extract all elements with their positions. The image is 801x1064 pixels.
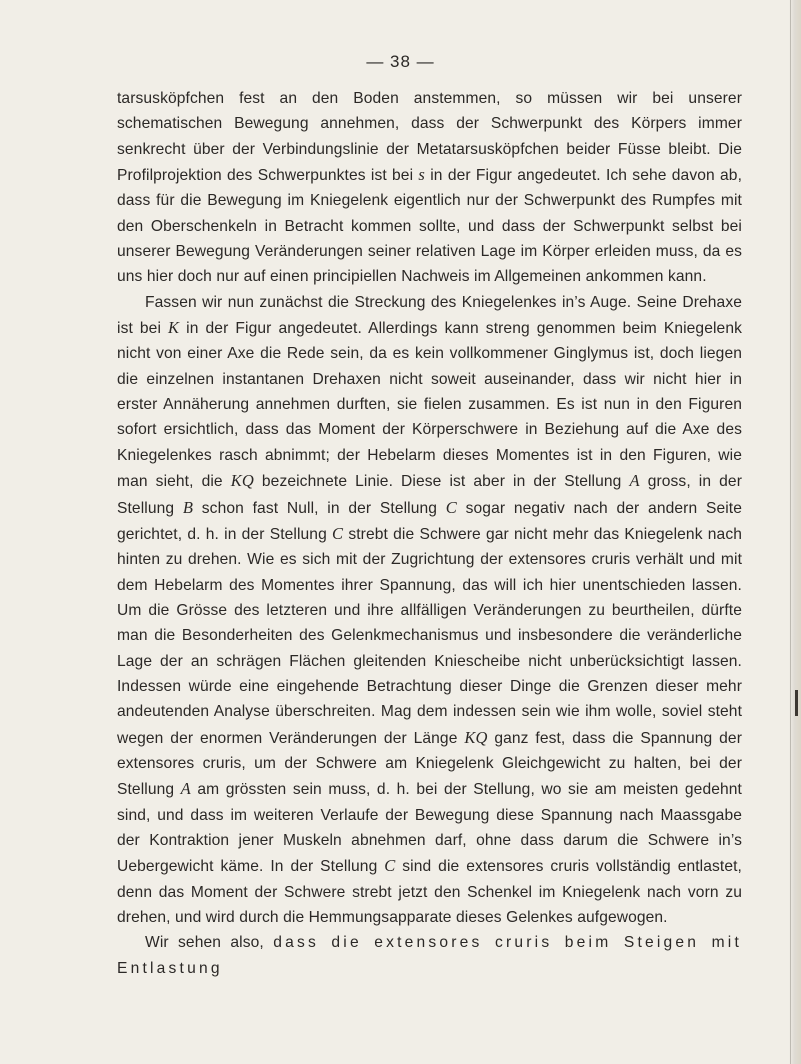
- math-symbol: A: [629, 471, 640, 491]
- body-text: [117, 86, 742, 981]
- math-symbol: K: [168, 318, 180, 338]
- text-run: Fassen wir nun zunächst die Streckung des Kniegelenkes in’s Auge. Seine Drehaxe ist bei: [117, 293, 742, 338]
- text-run: tarsusköpfchen fest an den Boden anstemmen, so müssen wir bei unserer schematischen Bewegung annehmen, dass der Schwerpunkt des Körpers immer senkrecht über der Verbindungslinie der Metatarsusköpfchen beider Füsse bleibt. Die Profilprojektion des Schwerpunktes ist bei: [117, 90, 742, 185]
- text-run: in der Figur angedeutet. Ich sehe davon ab, dass für die Bewegung im Kniegelenk eigentlich nur der Schwerpunkt des Rumpfes mit den Oberschenkeln in Betracht kommen sollte, und dass der Schwerpunkt selbst bei unserer Bewegung Veränderungen seiner relativen Lage im Körper erleiden muss, da es uns hier doch nur auf einen principiellen Nachweis im Allgemeinen ankommen kann.: [117, 167, 743, 286]
- page-edge-line: [790, 0, 792, 1064]
- math-symbol: A: [180, 779, 191, 799]
- text-run: schon fast Null, in der Stellung: [193, 499, 446, 517]
- text-run: bezeichnete Linie. Diese ist aber in der Stellung: [253, 473, 630, 491]
- text-run: Wir sehen also,: [145, 934, 274, 952]
- text-run: ganz fest, dass die Spannung der extensores cruris, um der Schwere am Kniegelenk Gleichgewicht zu halten, bei der Stellung: [117, 729, 742, 799]
- text-run: am grössten sein muss, d. h. bei der Stellung, wo sie am meisten gedehnt sind, und dass im weiteren Verlaufe der Bewegung diese Spannung nach Maassgabe der Kontraktion jener Muskeln abnehmen darf, ohne dass darum die Schwere in’s Uebergewicht käme. In der Stellung: [117, 781, 742, 876]
- page-number: — 38 —: [366, 52, 435, 71]
- math-symbol: B: [182, 497, 194, 517]
- page-edge-mark: [795, 690, 798, 716]
- text-run: in der Figur angedeutet. Allerdings kann streng genommen beim Kniegelenk nicht von einer Axe die Rede sein, da es kein vollkommener Ginglymus ist, doch liegen die einzelnen instantanen Drehaxen nicht soweit auseinander, dass wir nicht hier in erster Annäherung annehmen durften, sie fielen zusammen. Es ist nun in den Figuren sofort ersichtlich, dass das Moment der Körperschwere in Beziehung auf die Axe des Kniegelenkes rasch abnimmt; der Hebelarm dieses Momentes ist in den Figuren, wie man sieht, die: [117, 320, 742, 491]
- text-run: sogar negativ nach der andern Seite gerichtet, d. h. in der Stellung: [117, 499, 742, 543]
- math-symbol: KQ: [464, 727, 488, 747]
- text-run: strebt die Schwere gar nicht mehr das Kniegelenk nach hinten zu drehen. Wie es sich mit der Zugrichtung der extensores cruris verhält und mit dem Hebelarm des Momentes ihrer Spannung, das will ich hier unentschieden lassen. Um die Grösse des letzteren und ihre allfälligen Veränderungen zu beurtheilen, dürfte man die Besonderheiten des Gelenkmechanismus und insbesondere die veränderliche Lage der an schrägen Flächen gleitenden Kniescheibe nicht unberücksichtigt lassen. Indessen würde eine eingehende Betrachtung dieser Dinge die Grenzen dieser mehr andeutenden Analyse überschreiten. Mag dem indessen sein wie ihm wolle, soviel steht wegen der enormen Veränderungen der Länge: [117, 525, 742, 747]
- paragraph-2: [117, 290, 742, 931]
- math-symbol: s: [418, 165, 425, 185]
- math-symbol: C: [332, 523, 344, 543]
- emphasized-text: dass die extensores cruris beim Steigen mit Entlastung: [117, 934, 742, 977]
- paragraph-1: [117, 86, 742, 290]
- math-symbol: KQ: [230, 471, 254, 491]
- text-run: sind die extensores cruris vollständig entlastet, denn das Moment der Schwere strebt jetzt den Schenkel im Kniegelenk nach vorn zu drehen, und wird durch die Hemmungsapparate dieses Gelenkes aufgewogen.: [117, 858, 742, 926]
- math-symbol: C: [445, 497, 457, 517]
- math-symbol: C: [384, 856, 396, 876]
- text-run: gross, in der Stellung: [117, 473, 743, 517]
- paragraph-3: [117, 930, 742, 981]
